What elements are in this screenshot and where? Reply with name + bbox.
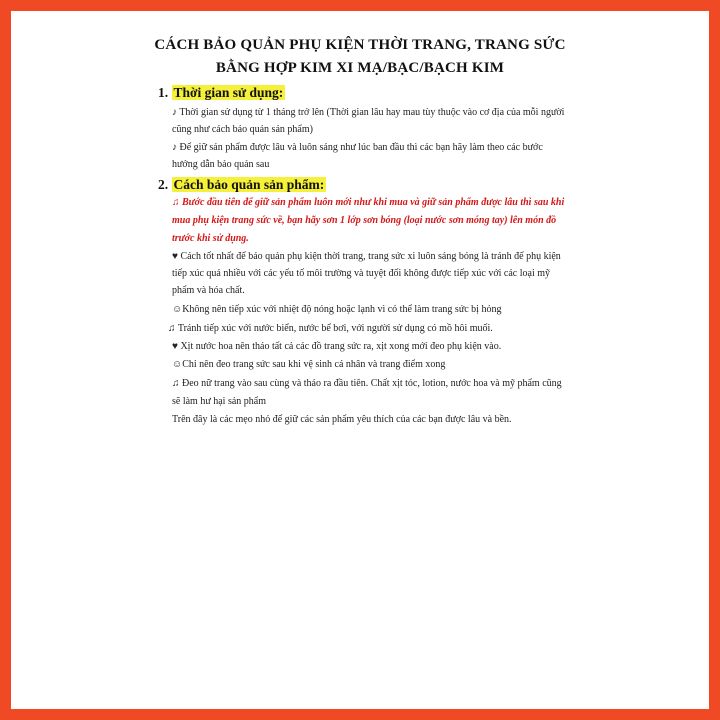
section-2-line: ♫ Tránh tiếp xúc với nước biển, nước bể bơi, với người sử dụng có mồ hôi muối. bbox=[168, 323, 493, 334]
red-tip-line: mua phụ kiện trang sức về, bạn hãy sơn 1 lớp sơn bóng (loại nước sơn móng tay) lên món đồ bbox=[172, 215, 557, 226]
section-1-line: ♪ Thời gian sử dụng từ 1 tháng trở lên (Thời gian lâu hay mau tùy thuộc vào cơ địa của mỗi người bbox=[172, 107, 565, 118]
section-1-line: ♪ Để giữ sản phẩm được lâu và luôn sáng như lúc ban đầu thì các bạn hãy làm theo các bước bbox=[172, 142, 543, 153]
title-line-2: BẰNG HỢP KIM XI MẠ/BẠC/BẠCH KIM bbox=[215, 60, 505, 76]
section-1-heading bbox=[158, 85, 285, 101]
section-2-line: phẩm và hóa chất. bbox=[172, 285, 245, 296]
closing-line: Trên đây là các mẹo nhỏ để giữ các sản phẩm yêu thích của các bạn được lâu và bền. bbox=[172, 414, 512, 425]
red-tip-line: trước khi sử dụng. bbox=[172, 233, 249, 244]
section-2-heading bbox=[158, 177, 326, 193]
section-1-line: hướng dẫn bảo quản sau bbox=[172, 159, 270, 170]
section-1-number: 1. bbox=[158, 85, 169, 100]
red-tip-line bbox=[172, 197, 564, 208]
section-2-line: ☺Chỉ nên đeo trang sức sau khi vệ sinh cá nhân và trang điểm xong bbox=[172, 359, 446, 370]
section-2-line: ☺Không nên tiếp xúc với nhiệt độ nóng hoặc lạnh vì có thể làm trang sức bị hỏng bbox=[172, 304, 502, 315]
music-note-icon: ♫ bbox=[172, 197, 180, 208]
section-2-title: Cách bảo quản sản phẩm: bbox=[173, 177, 325, 192]
section-2-line: ♫ Đeo nữ trang vào sau cùng và tháo ra đầu tiên. Chất xịt tóc, lotion, nước hoa và mỹ phẩm cũng bbox=[172, 378, 562, 389]
section-1-line: cũng như cách bảo quản sản phẩm) bbox=[172, 124, 313, 135]
section-2-line: tiếp xúc quá nhiều với các yếu tố môi trường và tuyệt đối không được tiếp xúc với các loại mỹ bbox=[172, 268, 551, 279]
title-line-1: CÁCH BẢO QUẢN PHỤ KIỆN THỜI TRANG, TRANG SỨC bbox=[154, 37, 566, 53]
section-2-line: sẽ làm hư hại sản phẩm bbox=[172, 396, 267, 407]
section-2-number: 2. bbox=[158, 177, 169, 192]
section-1-title: Thời gian sử dụng: bbox=[173, 85, 284, 100]
red-tip-text: Bước đầu tiên để giữ sản phẩm luôn mới như khi mua và giữ sản phẩm được lâu thì sau khi bbox=[182, 197, 565, 208]
section-2-line: ♥ Cách tốt nhất để bảo quản phụ kiện thời trang, trang sức xi luôn sáng bóng là tránh để phụ kiện bbox=[172, 251, 561, 262]
section-2-line: ♥ Xịt nước hoa nên tháo tất cả các đồ trang sức ra, xịt xong mới đeo phụ kiện vào. bbox=[172, 341, 502, 352]
